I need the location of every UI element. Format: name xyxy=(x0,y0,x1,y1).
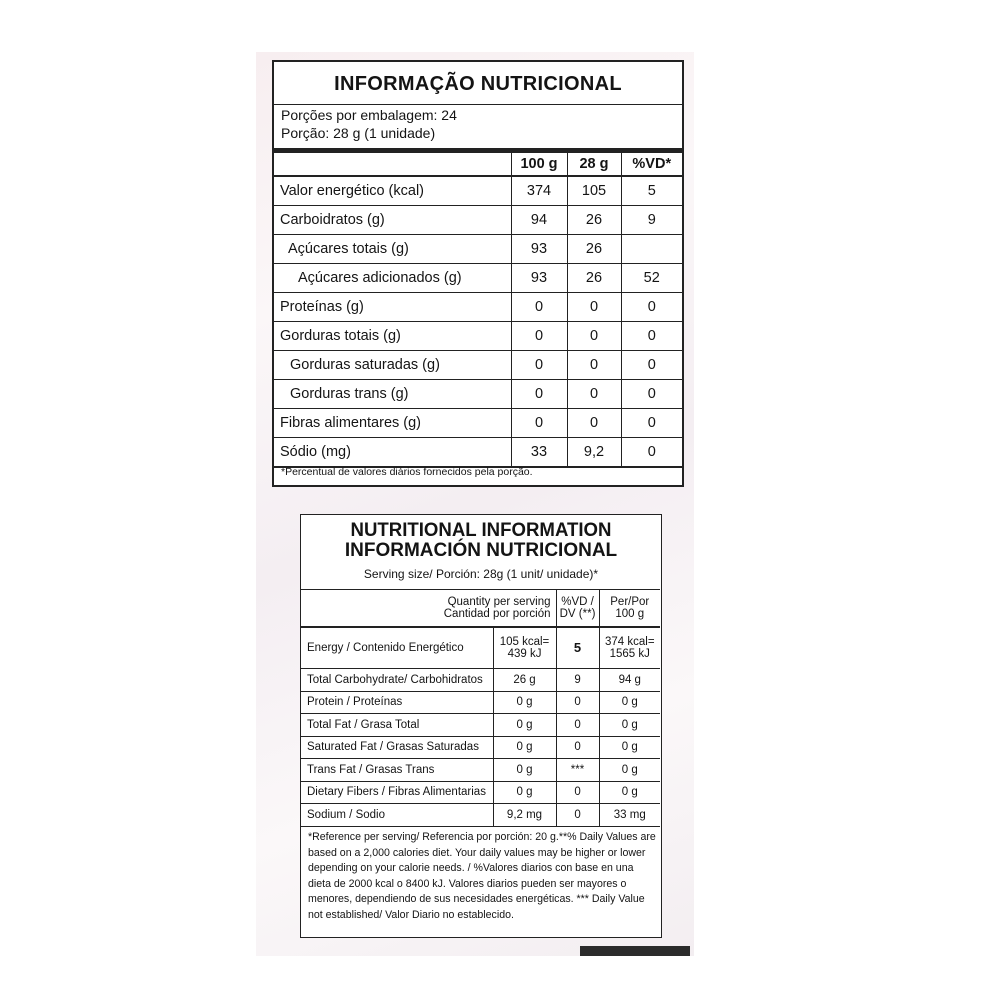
value-per-serving: 9,2 xyxy=(567,438,621,468)
value-per-serving: 105 xyxy=(567,176,621,206)
value-vd: 0 xyxy=(556,714,599,737)
table-row xyxy=(274,351,682,380)
table-row xyxy=(301,759,660,782)
nutrient-label: Fibras alimentares (g) xyxy=(274,409,511,438)
energy-kcal: 105 kcal= xyxy=(499,636,550,648)
value-per-serving: 26 xyxy=(567,264,621,293)
value-quantity: 26 g xyxy=(493,669,556,692)
value-per-serving: 0 xyxy=(567,293,621,322)
value-per100: 0 g xyxy=(599,781,660,804)
value-per100: 0 g xyxy=(599,714,660,737)
nutrient-label: Gorduras trans (g) xyxy=(274,380,511,409)
nutrient-label: Gorduras saturadas (g) xyxy=(274,351,511,380)
value-vd: 0 xyxy=(621,293,682,322)
table-row xyxy=(301,714,660,737)
value-vd: 5 xyxy=(556,627,599,669)
serving-size: Serving size/ Porción: 28g (1 unit/ unidade)* xyxy=(363,567,599,581)
value-vd: 0 xyxy=(556,736,599,759)
value-per100: 374 xyxy=(511,176,567,206)
header-vd: %VD* xyxy=(621,153,682,176)
energy-kj: 439 kJ xyxy=(507,648,542,660)
value-per100: 0 xyxy=(511,409,567,438)
header-per100: 100 g xyxy=(511,153,567,176)
header-per-serving: 28 g xyxy=(567,153,621,176)
value-per-serving: 26 xyxy=(567,206,621,235)
nutrition-table-english-spanish xyxy=(300,514,662,938)
header-quantity-line1: Quantity per serving xyxy=(447,596,551,608)
table-row xyxy=(301,669,660,692)
value-per100: 94 g xyxy=(599,669,660,692)
title-spanish: INFORMACIÓN NUTRICIONAL xyxy=(344,540,618,561)
energy-per100-kj: 1565 kJ xyxy=(609,648,650,660)
nutrient-label: Proteínas (g) xyxy=(274,293,511,322)
nutrient-label: Protein / Proteínas xyxy=(301,691,493,714)
table-row xyxy=(274,409,682,438)
value-per100 xyxy=(599,627,660,669)
energy-per100-kcal: 374 kcal= xyxy=(604,636,655,648)
nutrient-label: Dietary Fibers / Fibras Alimentarias xyxy=(301,781,493,804)
header-quantity xyxy=(301,590,556,628)
value-vd: 0 xyxy=(556,804,599,827)
value-per100: 0 xyxy=(511,380,567,409)
serving-info xyxy=(281,106,457,142)
header-row xyxy=(274,153,682,176)
header-per100-line2: 100 g xyxy=(615,608,645,620)
value-per100: 0 g xyxy=(599,691,660,714)
table-row xyxy=(274,235,682,264)
title-english: NUTRITIONAL INFORMATION xyxy=(350,520,612,541)
table-row xyxy=(301,804,660,827)
nutrient-label: Saturated Fat / Grasas Saturadas xyxy=(301,736,493,759)
nutrient-label: Gorduras totais (g) xyxy=(274,322,511,351)
value-vd: 0 xyxy=(556,781,599,804)
serving-size: Porção: 28 g (1 unidade) xyxy=(281,125,436,141)
table-row xyxy=(274,322,682,351)
header-vd-line1: %VD / xyxy=(561,596,594,608)
nutrient-label: Trans Fat / Grasas Trans xyxy=(301,759,493,782)
header-vd-line2: DV (**) xyxy=(559,608,596,620)
value-per100: 0 xyxy=(511,351,567,380)
value-per100: 33 xyxy=(511,438,567,468)
value-per-serving: 0 xyxy=(567,409,621,438)
nutrient-table xyxy=(274,153,682,468)
value-quantity: 9,2 mg xyxy=(493,804,556,827)
value-quantity: 0 g xyxy=(493,736,556,759)
nutrient-label: Carboidratos (g) xyxy=(274,206,511,235)
table-row xyxy=(301,691,660,714)
nutrient-table xyxy=(301,589,660,827)
footnote: *Reference per serving/ Referencia por porción: 20 g.**% Daily Values are based on a 2,000 calories diet. Your daily values may be higher or lower depending on your calorie needs. / %Valores diarios con base en una dieta de 2000 kcal o 8400 kJ. Valores diarios pueden ser mayores o menores, dependiendo de sus necesidades energéticas. *** Daily Value not established/ Valor Diario no establecido. xyxy=(308,831,656,921)
package-edge-strip xyxy=(580,946,690,956)
value-vd xyxy=(621,235,682,264)
nutrient-label: Sódio (mg) xyxy=(274,438,511,468)
value-quantity xyxy=(493,627,556,669)
nutrient-label: Energy / Contenido Energético xyxy=(301,627,493,669)
value-vd: 0 xyxy=(621,351,682,380)
table-row xyxy=(274,176,682,206)
nutrient-label: Valor energético (kcal) xyxy=(274,176,511,206)
table-row xyxy=(274,264,682,293)
value-quantity: 0 g xyxy=(493,691,556,714)
value-per100: 0 xyxy=(511,293,567,322)
header-quantity-line2: Cantidad por porción xyxy=(443,608,551,620)
nutrient-label: Sodium / Sodio xyxy=(301,804,493,827)
value-vd: 0 xyxy=(621,438,682,468)
table-row xyxy=(274,293,682,322)
value-per-serving: 0 xyxy=(567,380,621,409)
value-per-serving: 26 xyxy=(567,235,621,264)
header-blank xyxy=(274,153,511,176)
table-title: INFORMAÇÃO NUTRICIONAL xyxy=(334,73,622,95)
value-vd: *** xyxy=(556,759,599,782)
value-per100: 93 xyxy=(511,264,567,293)
value-vd: 5 xyxy=(621,176,682,206)
nutrient-label: Total Carbohydrate/ Carbohidratos xyxy=(301,669,493,692)
value-vd: 0 xyxy=(621,380,682,409)
value-per100: 94 xyxy=(511,206,567,235)
value-vd: 0 xyxy=(556,691,599,714)
table-row xyxy=(301,781,660,804)
footnote: *Percentual de valores diários fornecidos pela porção. xyxy=(281,466,533,478)
servings-per-package: Porções por embalagem: 24 xyxy=(281,107,457,123)
header-per100-line1: Per/Por xyxy=(610,596,650,608)
value-per100: 0 xyxy=(511,322,567,351)
value-per100: 0 g xyxy=(599,759,660,782)
value-per100: 33 mg xyxy=(599,804,660,827)
value-quantity: 0 g xyxy=(493,759,556,782)
value-per-serving: 0 xyxy=(567,322,621,351)
value-per100: 93 xyxy=(511,235,567,264)
nutrient-label: Total Fat / Grasa Total xyxy=(301,714,493,737)
table-row-energy xyxy=(301,627,660,669)
value-vd: 9 xyxy=(621,206,682,235)
table-row xyxy=(274,380,682,409)
value-quantity: 0 g xyxy=(493,781,556,804)
value-vd: 0 xyxy=(621,409,682,438)
table-row xyxy=(301,736,660,759)
value-vd: 0 xyxy=(621,322,682,351)
value-per-serving: 0 xyxy=(567,351,621,380)
value-vd: 9 xyxy=(556,669,599,692)
table-row xyxy=(274,206,682,235)
value-vd: 52 xyxy=(621,264,682,293)
value-quantity: 0 g xyxy=(493,714,556,737)
nutrient-label: Açúcares adicionados (g) xyxy=(274,264,511,293)
header-row xyxy=(301,590,660,628)
header-vd xyxy=(556,590,599,628)
table-row xyxy=(274,438,682,468)
nutrition-table-portuguese xyxy=(272,60,684,487)
value-per100: 0 g xyxy=(599,736,660,759)
header-per100 xyxy=(599,590,660,628)
divider xyxy=(274,104,682,105)
nutrient-label: Açúcares totais (g) xyxy=(274,235,511,264)
